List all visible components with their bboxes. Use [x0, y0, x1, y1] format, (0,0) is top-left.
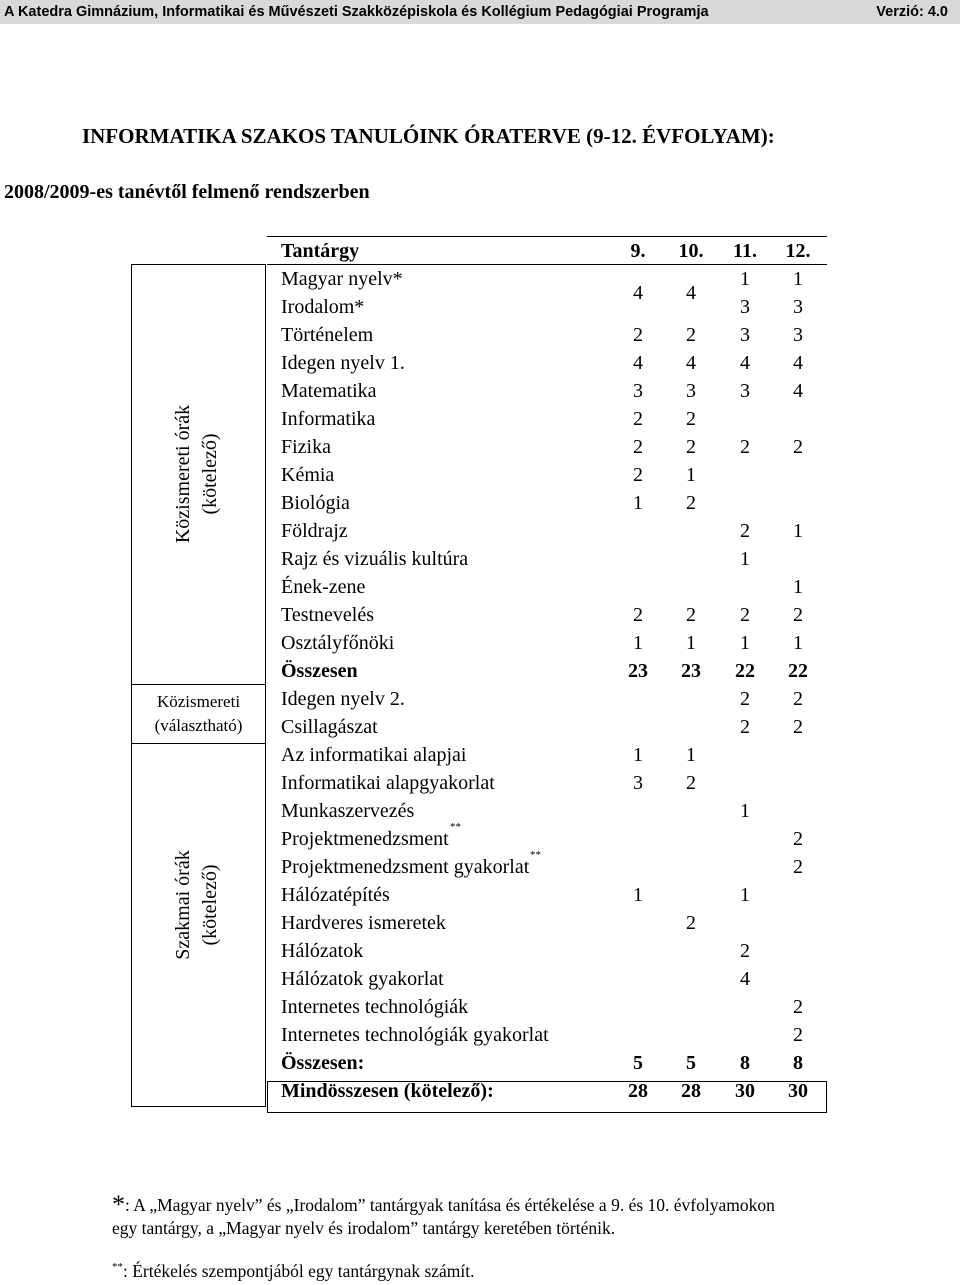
hours-grade-12: 3 — [793, 324, 803, 346]
hours-grade-12: 1 — [793, 632, 803, 654]
footnote-1-line1: : A „Magyar nyelv” és „Irodalom” tantárgyak tanítása és értékelése a 9. és 10. évfolyamokon — [125, 1195, 775, 1215]
hours-grade-10: 2 — [686, 436, 696, 458]
subject-name: Fizika — [281, 436, 331, 458]
table-row: Projektmenedzsment gyakorlat ** 2 — [267, 853, 827, 881]
hours-grade-9: 4 — [633, 352, 643, 374]
subject-name: Az informatikai alapjai — [281, 744, 467, 766]
subject-name: Hálózatok gyakorlat — [281, 968, 444, 990]
footnote-1 — [112, 1190, 775, 1220]
total-row-outline — [267, 1081, 827, 1113]
footnote-1-line2: egy tantárgy, a „Magyar nyelv és irodalom” tantárgy keretében történik. — [112, 1218, 616, 1238]
document-title: INFORMATIKA SZAKOS TANULÓINK ÓRATERVE (9-12. ÉVFOLYAM): — [82, 124, 775, 148]
table-row: Projektmenedzsment ** 2 — [267, 825, 827, 853]
hours-grade-12: 2 — [793, 1024, 803, 1046]
hours-grade-11: 8 — [740, 1052, 750, 1074]
hours-grade-10: 3 — [686, 380, 696, 402]
table-section-outline — [267, 685, 827, 741]
subject-name: Osztályfőnöki — [281, 632, 395, 654]
subject-name: Magyar nyelv* — [281, 268, 403, 290]
hours-grade-12: 8 — [793, 1052, 803, 1074]
hours-grade-9: 28 — [628, 1080, 648, 1102]
hours-grade-11: 2 — [740, 520, 750, 542]
hours-grade-11: 1 — [740, 800, 750, 822]
hours-grade-12: 1 — [793, 576, 803, 598]
subject-name: Idegen nyelv 1. — [281, 352, 405, 374]
hours-grade-12: 4 — [793, 380, 803, 402]
merged-value-9: 4 — [633, 282, 643, 304]
header-version: Verzió: 4.0 — [876, 4, 948, 20]
hours-grade-10: 2 — [686, 912, 696, 934]
subject-name: Történelem — [281, 324, 374, 346]
hours-grade-12: 22 — [788, 660, 808, 682]
hours-grade-10: 2 — [686, 604, 696, 626]
subject-name: Projektmenedzsment gyakorlat — [281, 856, 530, 878]
hours-grade-11: 30 — [735, 1080, 755, 1102]
footnote-2 — [112, 1261, 475, 1282]
header-grade-12: 12. — [785, 240, 811, 262]
category-core-line2: (kötelező) — [199, 433, 221, 515]
category-professional-label — [170, 805, 226, 1005]
page-header — [0, 0, 960, 24]
hours-grade-9: 3 — [633, 380, 643, 402]
hours-grade-11: 22 — [735, 660, 755, 682]
hours-grade-12: 4 — [793, 352, 803, 374]
footnote-2-text: : Értékelés szempontjából egy tantárgynak számít. — [123, 1261, 475, 1281]
hours-grade-10: 2 — [686, 408, 696, 430]
hours-grade-12: 2 — [793, 856, 803, 878]
hours-grade-9: 2 — [633, 464, 643, 486]
category-professional-line1: Szakmai órák — [172, 850, 194, 960]
subject-name: Internetes technológiák — [281, 996, 469, 1018]
hours-grade-11: 3 — [740, 324, 750, 346]
hours-grade-11: 4 — [740, 968, 750, 990]
category-elective-line1: Közismereti — [156, 692, 241, 711]
hours-grade-10: 28 — [681, 1080, 701, 1102]
hours-grade-12: 30 — [788, 1080, 808, 1102]
schedule-table — [267, 236, 827, 1106]
hours-grade-11: 2 — [740, 716, 750, 738]
hours-grade-10: 2 — [686, 324, 696, 346]
footnote-1-marker: * — [112, 1190, 125, 1219]
hours-grade-11: 1 — [740, 268, 750, 290]
hours-grade-11: 2 — [740, 688, 750, 710]
hours-grade-12: 2 — [793, 716, 803, 738]
hours-grade-9: 2 — [633, 436, 643, 458]
hours-grade-12: 2 — [793, 996, 803, 1018]
hours-grade-12: 1 — [793, 520, 803, 542]
subject-name: Hálózatok — [281, 940, 364, 962]
hours-grade-12: 1 — [793, 268, 803, 290]
subject-name: Munkaszervezés — [281, 800, 415, 822]
subject-name: Biológia — [281, 492, 350, 514]
hours-grade-9: 2 — [633, 604, 643, 626]
hours-grade-9: 1 — [633, 492, 643, 514]
table-section-outline — [267, 265, 827, 686]
hours-grade-9: 2 — [633, 324, 643, 346]
hours-grade-12: 2 — [793, 604, 803, 626]
hours-grade-10: 23 — [681, 660, 701, 682]
hours-grade-9: 1 — [633, 632, 643, 654]
subject-name: Internetes technológiák gyakorlat — [281, 1024, 549, 1046]
hours-grade-10: 1 — [686, 464, 696, 486]
hours-grade-10: 2 — [686, 772, 696, 794]
subject-name: Hardveres ismeretek — [281, 912, 446, 934]
hours-grade-11: 1 — [740, 632, 750, 654]
hours-grade-9: 1 — [633, 744, 643, 766]
subject-name: Matematika — [281, 380, 377, 402]
footnote-1-cont — [112, 1218, 615, 1239]
category-elective-line2: (választható) — [154, 716, 243, 735]
document-subtitle: 2008/2009-es tanévtől felmenő rendszerben — [4, 181, 370, 203]
subject-name: Idegen nyelv 2. — [281, 688, 405, 710]
header-grade-9: 9. — [630, 240, 646, 262]
subject-name: Irodalom* — [281, 296, 365, 318]
footnote-2-marker: ** — [112, 1261, 123, 1274]
header-subject: Tantárgy — [281, 240, 360, 262]
subject-name: Informatika — [281, 408, 376, 430]
subject-name: Összesen — [281, 660, 358, 682]
hours-grade-11: 1 — [740, 884, 750, 906]
subject-name: Testnevelés — [281, 604, 375, 626]
category-professional-line2: (kötelező) — [199, 864, 221, 946]
hours-grade-10: 2 — [686, 492, 696, 514]
hours-grade-9: 1 — [633, 884, 643, 906]
table-header-row — [267, 237, 827, 265]
hours-grade-12: 2 — [793, 688, 803, 710]
hours-grade-9: 2 — [633, 408, 643, 430]
subject-name: Hálózatépítés — [281, 884, 390, 906]
table-section-outline — [267, 1053, 827, 1081]
hours-grade-11: 3 — [740, 296, 750, 318]
hours-grade-10: 5 — [686, 1052, 696, 1074]
subject-name: Rajz és vizuális kultúra — [281, 548, 469, 570]
hours-grade-10: 1 — [686, 632, 696, 654]
merged-value-10: 4 — [686, 282, 696, 304]
subject-name: Csillagászat — [281, 716, 378, 738]
hours-grade-12: 2 — [793, 828, 803, 850]
hours-grade-9: 3 — [633, 772, 643, 794]
hours-grade-9: 5 — [633, 1052, 643, 1074]
hours-grade-11: 1 — [740, 548, 750, 570]
subject-name: Földrajz — [281, 520, 348, 542]
hours-grade-11: 2 — [740, 604, 750, 626]
subject-name: Mindösszesen (kötelező): — [281, 1080, 494, 1102]
hours-grade-9: 23 — [628, 660, 648, 682]
hours-grade-11: 2 — [740, 940, 750, 962]
hours-grade-12: 2 — [793, 436, 803, 458]
hours-grade-10: 4 — [686, 352, 696, 374]
category-core-line1: Közismereti órák — [172, 404, 194, 544]
hours-grade-12: 3 — [793, 296, 803, 318]
merged-magyar-irodalom-cell — [613, 279, 723, 307]
category-elective-label — [131, 690, 266, 738]
table-section-outline — [267, 743, 827, 1051]
hours-grade-11: 3 — [740, 380, 750, 402]
header-school-name: A Katedra Gimnázium, Informatikai és Művészeti Szakközépiskola és Kollégium Pedagógiai Programja — [4, 4, 709, 20]
subject-name: Informatikai alapgyakorlat — [281, 772, 495, 794]
header-grade-11: 11. — [733, 240, 757, 262]
category-core-label — [170, 374, 226, 574]
subject-name: Ének-zene — [281, 576, 366, 598]
subject-name: Kémia — [281, 464, 335, 486]
hours-grade-11: 2 — [740, 436, 750, 458]
hours-grade-10: 1 — [686, 744, 696, 766]
hours-grade-11: 4 — [740, 352, 750, 374]
header-grade-10: 10. — [678, 240, 704, 262]
subject-name: Projektmenedzsment — [281, 828, 449, 850]
subject-name: Összesen: — [281, 1052, 365, 1074]
